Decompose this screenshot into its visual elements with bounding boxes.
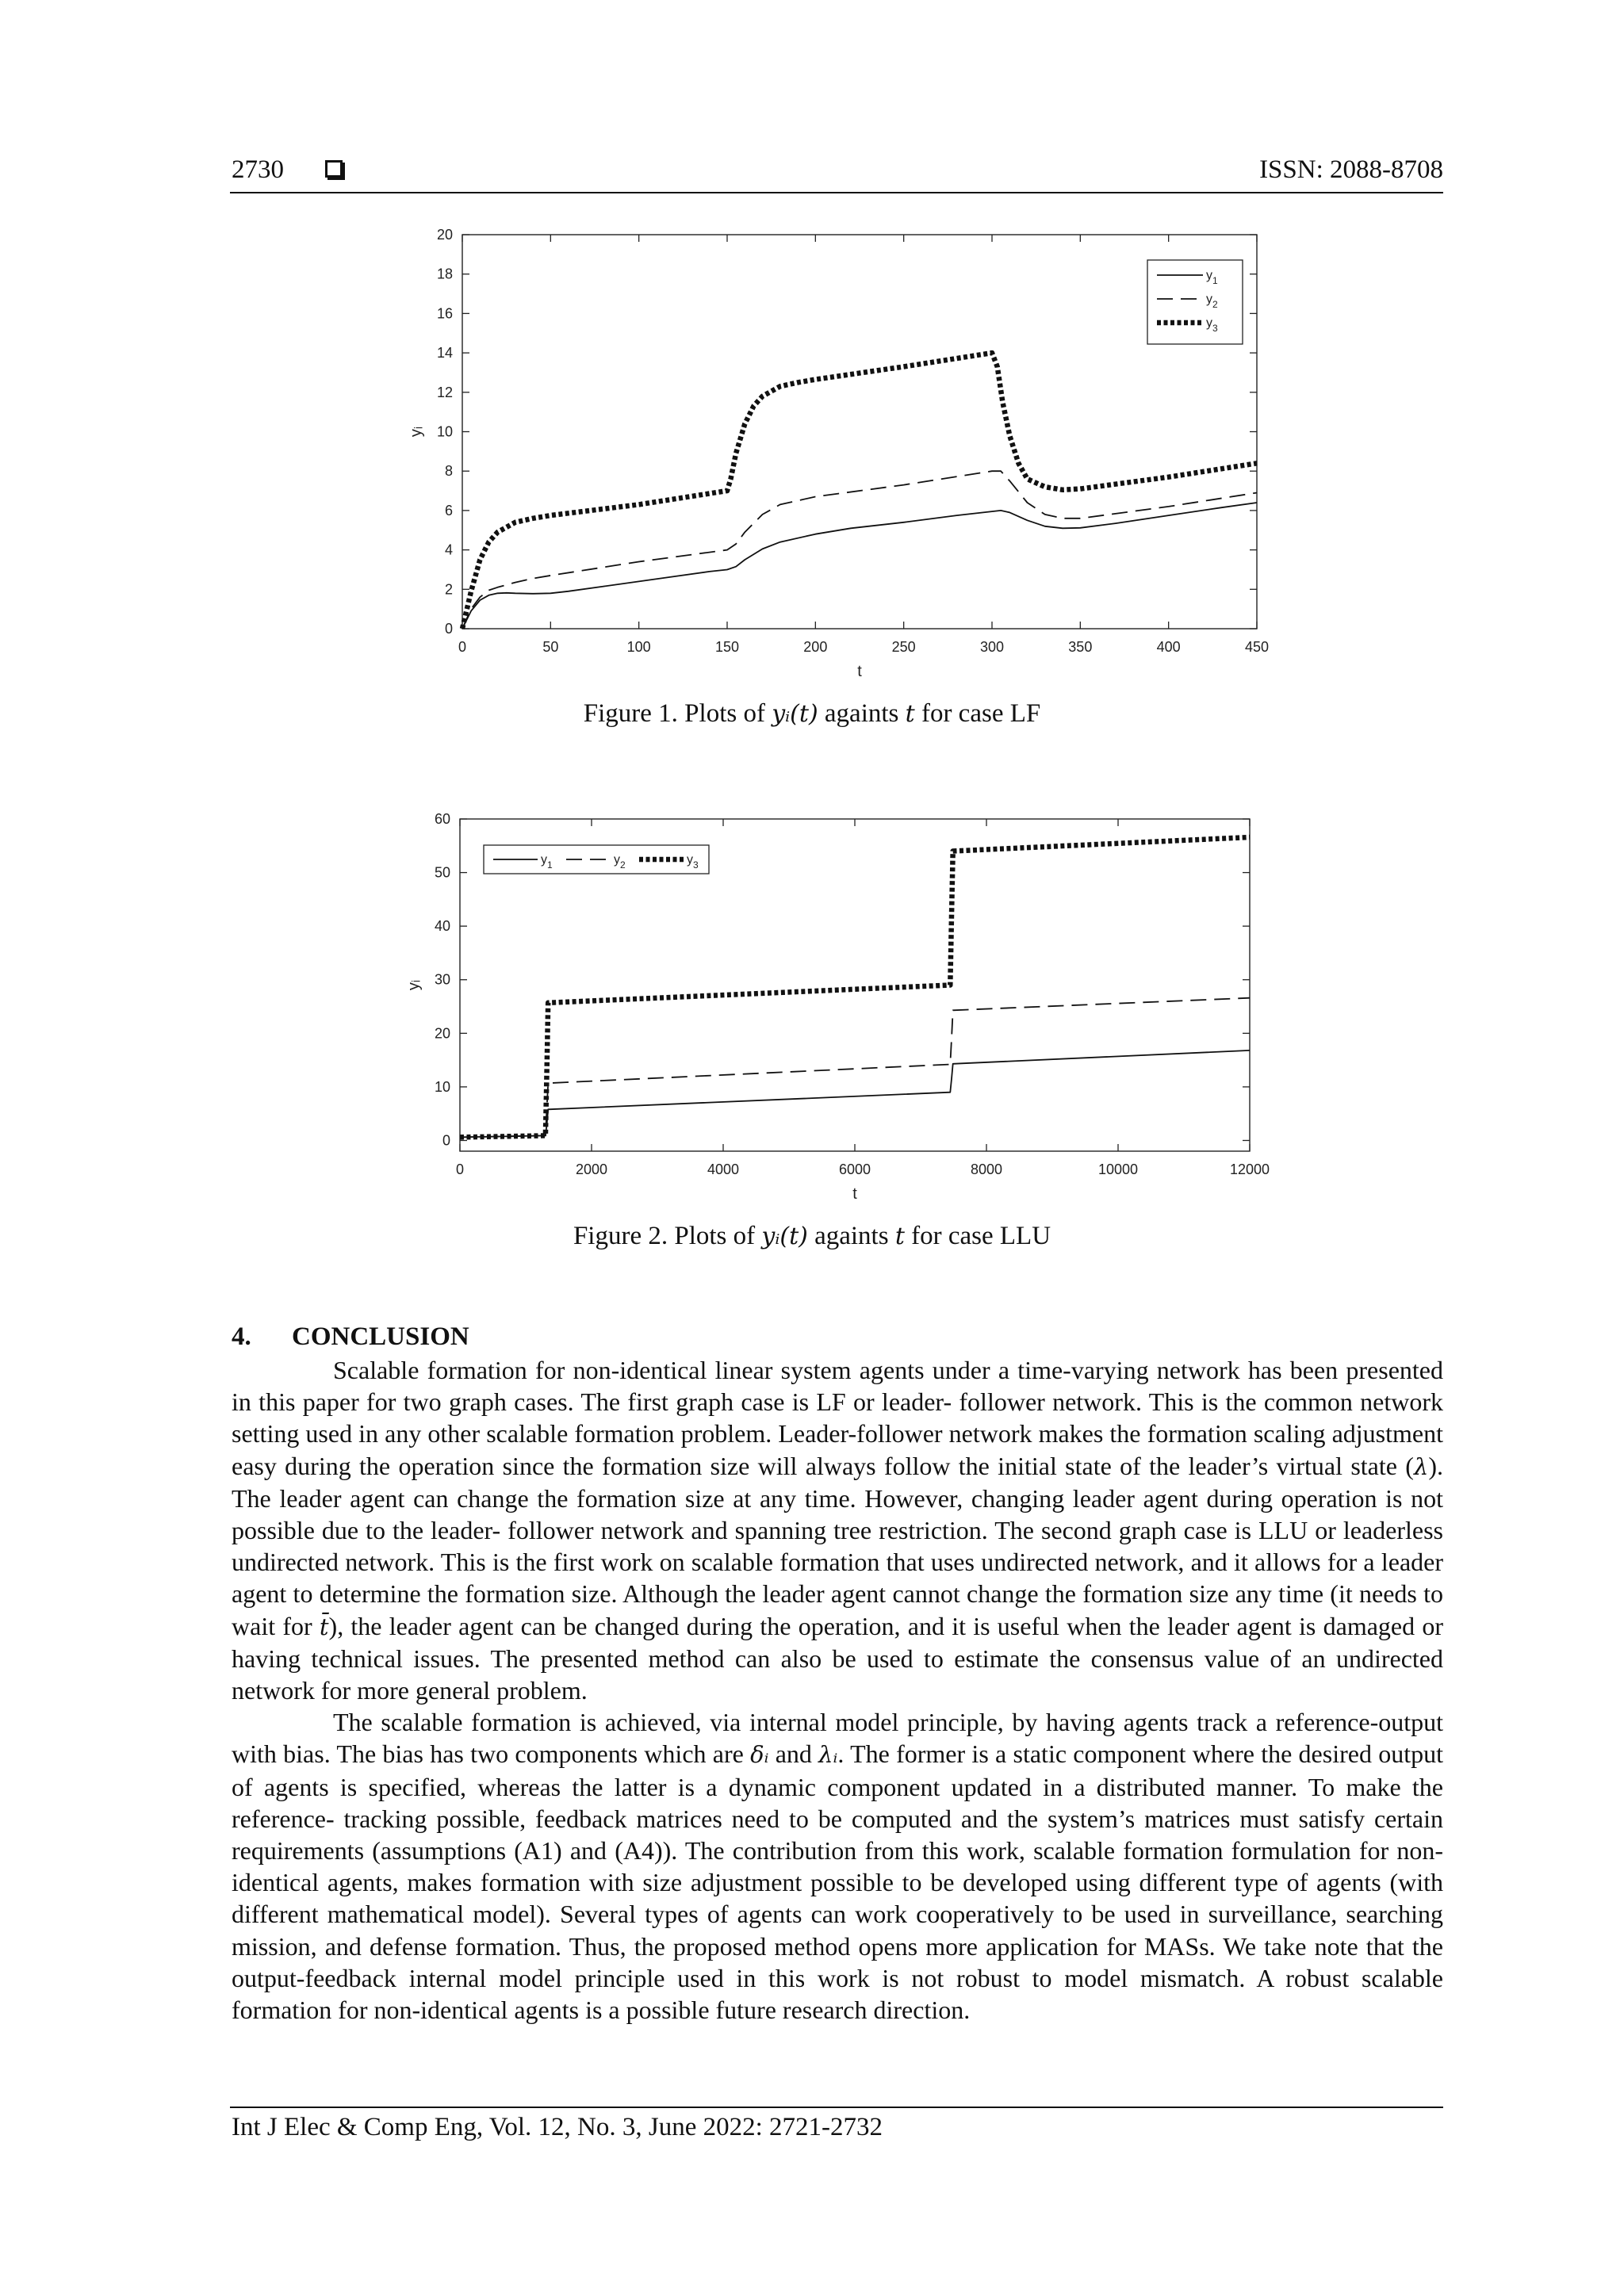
y-tick-label: 10 [436, 423, 453, 440]
x-axis-label: t [857, 663, 862, 680]
legend-label-base: y [614, 853, 620, 867]
section-title: CONCLUSION [292, 1322, 469, 1351]
conclusion-body [232, 1354, 1443, 2026]
footer-rule [230, 2107, 1443, 2108]
text-run: ). The leader agent can change the formation size at any time. However, changing leader agent during operation is not possible due to the leader- follower network and spanning tree restriction. The second graph case is LLU or leaderless undirected network. This is the first work on scalable formation that uses undirected network, and it allows for a leader agent to determine the formation size. Although the leader agent cannot change the formation size any time (it needs to wait for [232, 1451, 1443, 1640]
figure-1-caption-mid: againts [818, 699, 906, 728]
y-tick-label: 10 [434, 1078, 450, 1095]
x-tick-label: 300 [979, 639, 1005, 655]
figure-1-caption-t: t [905, 700, 915, 728]
text-run: ), the leader agent can be changed during the operation, and it is useful when the leader agent is damaged or having technical issues. The presented method can also be used to estimate the consensus value of an undirected network for more general problem. [232, 1611, 1444, 1705]
y-tick-label: 20 [436, 227, 453, 243]
legend-label-sub: 1 [1212, 275, 1218, 286]
legend-label-sub: 1 [547, 859, 553, 871]
y-tick-label: 18 [436, 266, 453, 282]
inline-math: δᵢ [750, 1741, 769, 1769]
legend-label-base: y [1206, 293, 1212, 306]
legend-label-base: y [1206, 316, 1212, 330]
y-tick-label: 12 [436, 384, 453, 400]
x-axis-label: t [852, 1185, 857, 1203]
y-tick-label: 8 [444, 463, 453, 480]
figure-2 [405, 811, 1270, 1203]
legend-label-sub: 3 [693, 859, 699, 871]
x-tick-label: 100 [626, 639, 651, 655]
legend-label-base: y [1206, 269, 1212, 282]
y-tick-label: 6 [444, 502, 453, 519]
section-number: 4. [232, 1322, 251, 1351]
figure-2-caption-t: t [894, 1223, 905, 1250]
x-tick-label: 350 [1068, 639, 1093, 655]
figure-2-caption-math: yᵢ(t) [761, 1223, 808, 1250]
legend-label-sub: 2 [1212, 299, 1218, 310]
x-tick-label: 50 [542, 639, 559, 655]
x-tick-label: 8000 [970, 1161, 1003, 1177]
text-run: Scalable formation for non-identical linear system agents under a time-varying network has been presented in this paper for two graph cases. The first graph case is LF or leader- follower network. This is the common network setting used in any other scalable formation problem. Leader-follower network makes the formation scaling adjustment easy during the operation since the formation size will always follow the initial state of the leader’s virtual state ( [232, 1356, 1443, 1480]
x-tick-label: 0 [458, 639, 467, 655]
paragraph [232, 1354, 1443, 1706]
x-tick-label: 10000 [1097, 1161, 1139, 1177]
inline-math: λ [1413, 1452, 1429, 1480]
figure-2-caption-suffix: for case LLU [904, 1222, 1051, 1250]
x-tick-label: 12000 [1229, 1161, 1270, 1177]
y-tick-label: 60 [434, 811, 450, 827]
y-tick-label: 2 [444, 581, 453, 598]
y-axis-label: yᵢ [408, 426, 425, 438]
text-run: and [768, 1739, 819, 1769]
figure-2-caption-prefix: Figure 2. Plots of [573, 1222, 762, 1250]
plot-frame [462, 235, 1257, 629]
x-tick-label: 450 [1244, 639, 1270, 655]
y-tick-label: 14 [436, 345, 453, 362]
inline-math: t̄ [319, 1613, 329, 1640]
legend-label-sub: 3 [1212, 323, 1218, 334]
y-tick-label: 16 [436, 305, 453, 322]
section-heading [232, 1322, 469, 1352]
legend-box [1147, 260, 1243, 344]
legend-label-sub: 2 [620, 859, 626, 871]
legend [1147, 260, 1243, 344]
x-tick-label: 200 [803, 639, 828, 655]
y-tick-label: 20 [434, 1025, 450, 1042]
legend [484, 845, 709, 874]
y-tick-label: 0 [442, 1132, 450, 1149]
x-tick-label: 400 [1156, 639, 1181, 655]
legend-label-base: y [541, 853, 547, 867]
figure-1-caption-prefix: Figure 1. Plots of [583, 699, 772, 728]
text-run: . The former is a static component where the desired output of agents is specified, whereas the latter is a dynamic component updated in a distributed manner. To make the reference- tracking possible, feedback matrices need to be computed and the system’s matrices must satisfy certain requirements (assumptions (A1) and (A4)). The contribution from this work, scalable formation formulation for non- identical agents, makes formation with size adjustment possible to be developed using different type of agents (with different mathematical model). Several types of agents can work cooperatively to be used in surveillance, searching mission, and defense formation. Thus, the proposed method opens more application for MASs. We take note that the output-feedback internal model principle used in this work is not robust to model mismatch. A robust scalable formation for non-identical agents is a possible future research direction. [232, 1739, 1444, 2025]
y-tick-label: 0 [444, 621, 453, 637]
x-tick-label: 4000 [707, 1161, 740, 1177]
figure-1-caption-suffix: for case LF [914, 699, 1041, 728]
issn: ISSN: 2088-8708 [1259, 155, 1443, 184]
y-axis-label: yᵢ [405, 979, 423, 991]
x-tick-label: 6000 [838, 1161, 871, 1177]
y-tick-label: 30 [434, 971, 450, 988]
inline-math: λᵢ [818, 1741, 838, 1769]
x-tick-label: 2000 [575, 1161, 608, 1177]
text-run: The scalable formation is achieved, via internal model principle, by having agents track a reference-output with bias. The bias has two components which are [232, 1708, 1443, 1769]
figure-2-caption [0, 1222, 1624, 1251]
legend-label-base: y [687, 853, 693, 867]
page-number: 2730 [232, 155, 284, 184]
x-tick-label: 0 [455, 1161, 465, 1177]
y-tick-label: 40 [434, 918, 450, 935]
x-tick-label: 250 [891, 639, 916, 655]
figure-1-caption-math: yᵢ(t) [772, 700, 818, 728]
y-tick-label: 4 [444, 541, 453, 558]
figure-1 [408, 227, 1269, 680]
journal-citation: Int J Elec & Comp Eng, Vol. 12, No. 3, June 2022: 2721-2732 [232, 2113, 883, 2141]
x-tick-label: 150 [714, 639, 740, 655]
figure-1-caption [0, 699, 1624, 729]
figure-2-caption-mid: againts [807, 1222, 895, 1250]
y-tick-label: 50 [434, 864, 450, 881]
paragraph [232, 1706, 1443, 2026]
